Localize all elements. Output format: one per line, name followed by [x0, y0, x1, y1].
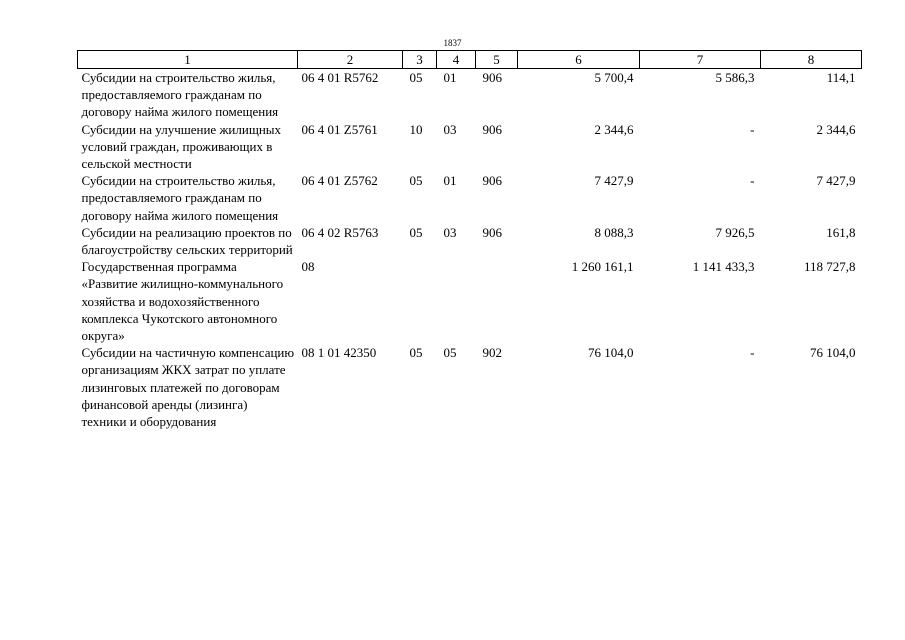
row-col7: 7 926,5 — [715, 224, 755, 240]
column-header-7: 7 — [640, 51, 761, 69]
row-code: 06 4 01 R5762 — [301, 70, 379, 85]
row-col7: 5 586,3 — [715, 70, 755, 85]
row-section — [403, 258, 437, 344]
row-section: 05 — [409, 224, 423, 240]
row-total: 1 260 161,1 — [571, 259, 634, 275]
row-subsection — [437, 258, 476, 344]
row-name: Субсидии на строительство жилья, предоставляемого гражданам по договору найма жилого помещения — [81, 173, 279, 223]
row-total: 76 104,0 — [588, 345, 634, 361]
page-number: 1837 — [443, 38, 462, 48]
column-header-5: 5 — [476, 51, 518, 69]
row-section: 05 — [409, 70, 423, 85]
row-code: 08 1 01 42350 — [301, 345, 377, 361]
row-ministry — [476, 258, 518, 344]
table-row — [78, 224, 862, 258]
row-code: 06 4 01 Z5762 — [301, 173, 378, 189]
row-col7: - — [750, 345, 755, 361]
row-subsection: 05 — [443, 345, 457, 361]
row-name: Субсидии на реализацию проектов по благоустройству сельских территорий — [81, 224, 293, 258]
row-section: 05 — [409, 173, 423, 189]
row-total: 5 700,4 — [594, 70, 634, 85]
row-name: Субсидии на улучшение жилищных условий граждан, проживающих в сельской местности — [81, 121, 282, 172]
column-header-1: 1 — [78, 51, 298, 69]
row-ministry: 906 — [482, 121, 502, 137]
column-header-4: 4 — [437, 51, 476, 69]
column-header-3: 3 — [403, 51, 437, 69]
column-header-6: 6 — [518, 51, 640, 69]
column-header-8: 8 — [761, 51, 862, 69]
budget-table — [77, 50, 862, 430]
row-col8: 161,8 — [826, 224, 856, 240]
table-row — [78, 69, 862, 121]
row-code: 08 — [301, 259, 315, 275]
column-header-2: 2 — [298, 51, 403, 69]
table-row — [78, 172, 862, 224]
row-total: 8 088,3 — [594, 224, 634, 240]
header-row — [78, 51, 862, 69]
row-name: Субсидии на частичную компенсацию организациям ЖКХ затрат по уплате лизинговых платежей по договорам финансовой аренды (лизинга) техники и оборудования — [81, 345, 295, 430]
table-row — [78, 121, 862, 173]
table-row — [78, 344, 862, 430]
row-code: 06 4 02 R5763 — [301, 224, 379, 240]
row-ministry: 906 — [482, 224, 502, 240]
row-col8: 76 104,0 — [810, 345, 856, 361]
row-col7: - — [750, 173, 755, 189]
row-col8: 118 727,8 — [803, 259, 856, 275]
row-col7: - — [750, 121, 755, 137]
row-subsection: 01 — [443, 173, 457, 189]
row-ministry: 906 — [482, 173, 502, 189]
row-col8: 2 344,6 — [816, 121, 856, 137]
row-name: Государственная программа «Развитие жилищно-коммунального хозяйства и водохозяйственного комплекса Чукотского автономного округа» — [81, 259, 284, 344]
row-total: 2 344,6 — [594, 121, 634, 137]
row-col7: 1 141 433,3 — [692, 259, 755, 275]
row-subsection: 03 — [443, 224, 457, 240]
row-ministry: 906 — [482, 70, 502, 85]
table-body — [78, 69, 862, 431]
row-section: 05 — [409, 345, 423, 361]
row-section: 10 — [409, 121, 423, 137]
row-col8: 114,1 — [826, 70, 856, 85]
row-subsection: 01 — [443, 70, 457, 85]
row-name: Субсидии на строительство жилья, предоставляемого гражданам по договору найма жилого помещения — [81, 70, 279, 120]
row-ministry: 902 — [482, 345, 502, 361]
table-row — [78, 258, 862, 344]
row-col8: 7 427,9 — [816, 173, 856, 189]
row-code: 06 4 01 Z5761 — [301, 121, 378, 137]
table-header — [78, 51, 862, 69]
row-subsection: 03 — [443, 121, 457, 137]
row-total: 7 427,9 — [594, 173, 634, 189]
